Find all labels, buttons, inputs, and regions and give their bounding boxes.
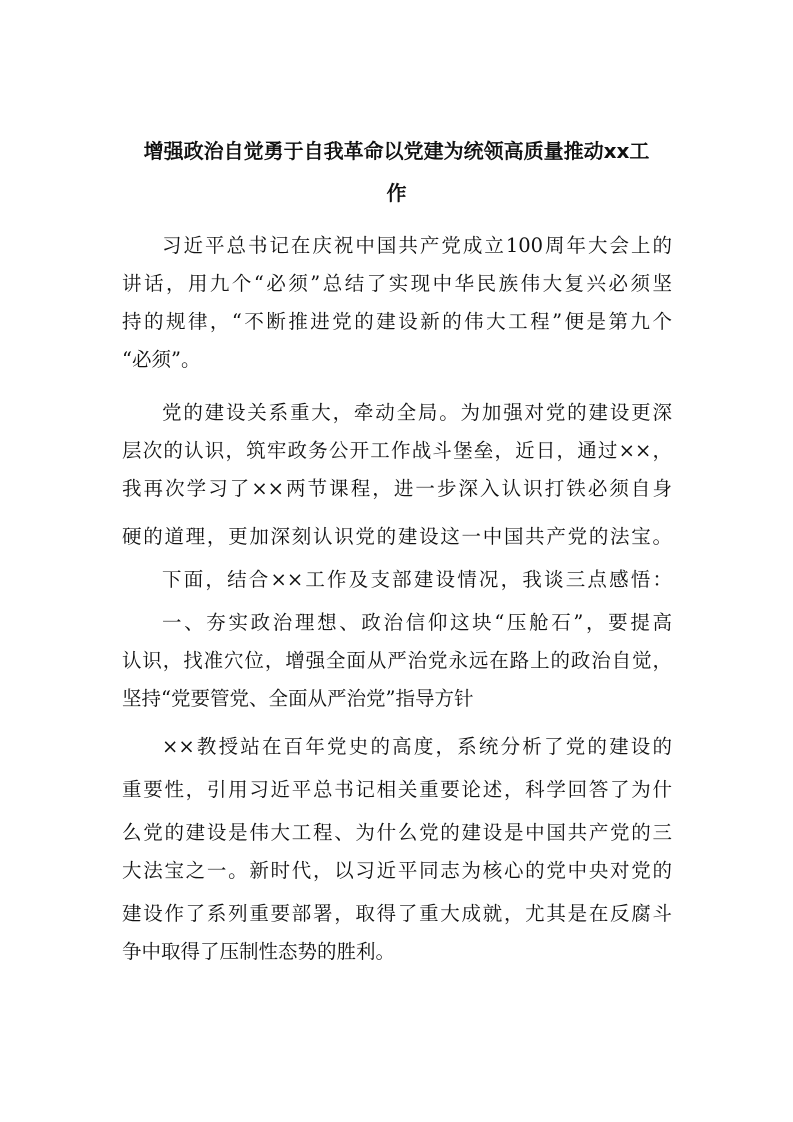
paragraph-line: “必须”。	[122, 348, 201, 371]
paragraph-line: 层次的认识，筑牢政务公开工作战斗堡垒，近日，通过××，	[122, 439, 672, 462]
paragraph-line: 重要性，引用习近平总书记相关重要论述，科学回答了为什	[122, 778, 672, 801]
paragraph-line: ××教授站在百年党史的高度，系统分析了党的建设的	[162, 735, 672, 758]
paragraph-line: 坚持“党要管党、全面从严治党”指导方针	[122, 687, 474, 710]
paragraph-line: 建设作了系列重要部署，取得了重大成就，尤其是在反腐斗	[122, 902, 672, 925]
paragraph-line: 持的规律，“不断推进党的建设新的伟大工程”便是第九个	[122, 310, 672, 333]
document-title-line-2: 作	[386, 181, 407, 205]
document-title-line-1: 增强政治自觉勇于自我革命以党建为统领高质量推动xx工	[143, 139, 650, 163]
paragraph-line: 硬的道理，更加深刻认识党的建设这一中国共产党的法宝。	[122, 525, 672, 548]
paragraph-line: 党的建设关系重大，牵动全局。为加强对党的建设更深	[162, 401, 672, 424]
paragraph-line: 么党的建设是伟大工程、为什么党的建设是中国共产党的三	[122, 821, 672, 844]
paragraph-line: 一、夯实政治理想、政治信仰这块“压舱石”，要提高	[162, 611, 672, 634]
paragraph-line: 讲话，用九个“必须”总结了实现中华民族伟大复兴必须坚	[122, 272, 672, 295]
paragraph-line: 大法宝之一。新时代，以习近平同志为核心的党中央对党的	[122, 859, 672, 882]
paragraph-line: 认识，找准穴位，增强全面从严治党永远在路上的政治自觉，	[122, 649, 672, 672]
paragraph-line: 我再次学习了××两节课程，进一步深入认识打铁必须自身	[122, 477, 672, 500]
paragraph-line: 习近平总书记在庆祝中国共产党成立100周年大会上的	[162, 234, 672, 257]
paragraph-line: 争中取得了压制性态势的胜利。	[122, 940, 396, 963]
paragraph-line: 下面，结合××工作及支部建设情况，我谈三点感悟：	[162, 568, 672, 591]
